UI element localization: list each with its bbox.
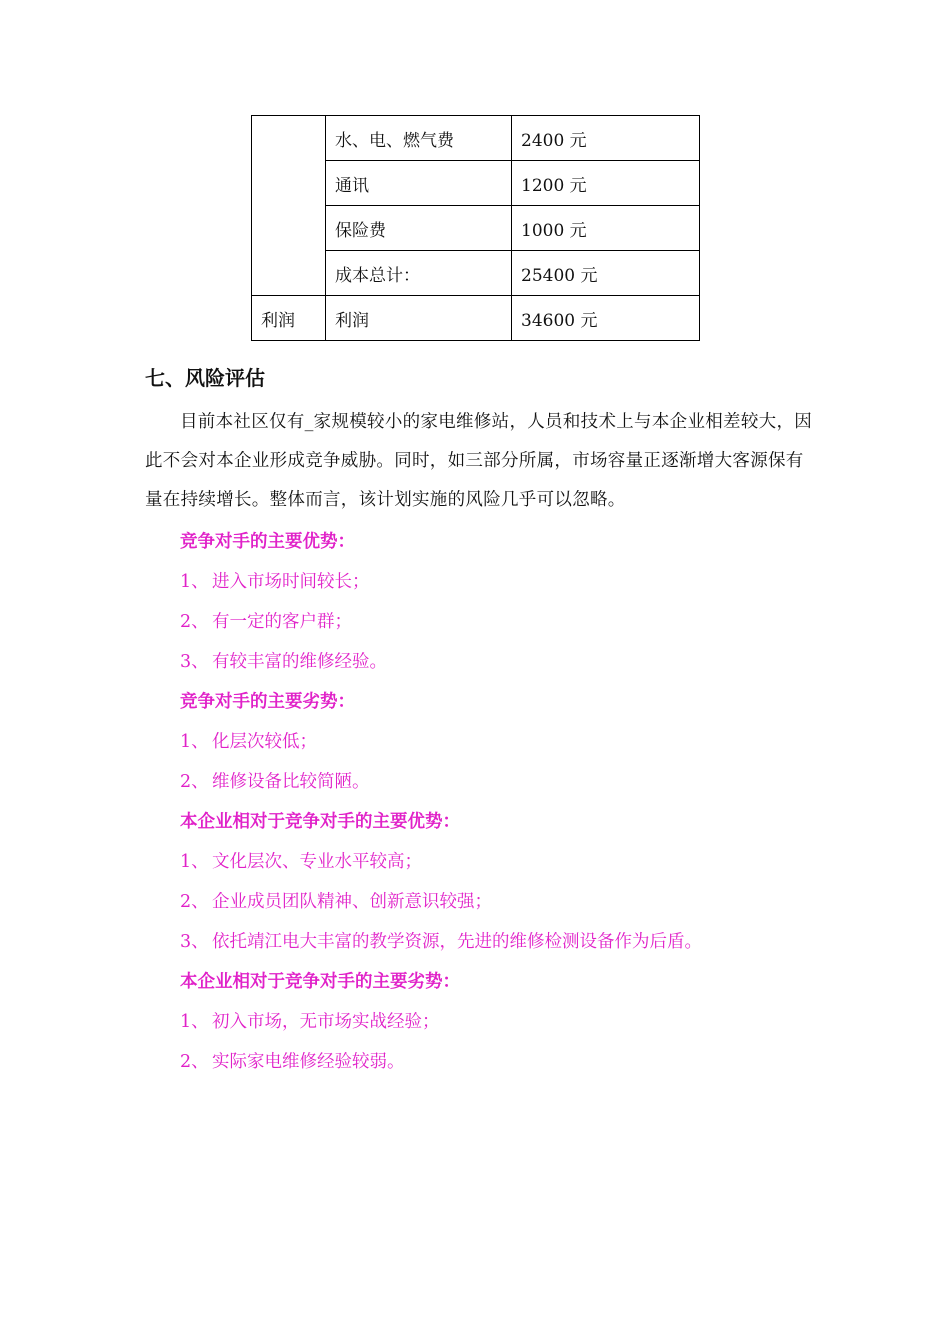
item-cell: 保险费 [326,206,512,251]
category-cell: 利润 [252,296,326,341]
list-number: 1、 [180,852,209,872]
list-text: 依托靖江电大丰富的教学资源，先进的维修检测设备作为后盾。 [212,932,702,952]
list-text: 实际家电维修经验较弱。 [212,1052,405,1072]
list-item [180,850,422,874]
list-item [180,890,492,914]
section-title: 七、风险评估 [145,366,265,390]
amount-cell: 1200 元 [512,161,700,206]
list-item [180,650,387,674]
list-number: 1、 [180,732,209,752]
list-text: 进入市场时间较长； [212,572,370,592]
list-text: 初入市场，无市场实战经验； [212,1012,440,1032]
amount-cell: 34600 元 [512,296,700,341]
table-row [252,116,700,161]
amount-cell: 2400 元 [512,116,700,161]
competitor-weaknesses-heading: 竞争对手的主要劣势： [180,692,355,712]
list-text: 化层次较低； [212,732,317,752]
list-item [180,1050,405,1074]
list-item [180,570,370,594]
category-cell [252,116,326,296]
list-text: 有一定的客户群； [212,612,352,632]
amount-cell: 25400 元 [512,251,700,296]
list-text: 有较丰富的维修经验。 [212,652,387,672]
list-number: 1、 [180,572,209,592]
list-number: 3、 [180,932,209,952]
list-number: 2、 [180,772,209,792]
list-text: 维修设备比较简陋。 [212,772,370,792]
list-text: 企业成员团队精神、创新意识较强； [212,892,492,912]
list-item [180,730,317,754]
item-cell: 水、电、燃气费 [326,116,512,161]
amount-cell: 1000 元 [512,206,700,251]
item-cell: 成本总计： [326,251,512,296]
item-cell: 通讯 [326,161,512,206]
our-weaknesses-heading: 本企业相对于竞争对手的主要劣势： [180,972,460,992]
our-strengths-heading: 本企业相对于竞争对手的主要优势： [180,812,460,832]
competitor-strengths-heading: 竞争对手的主要优势： [180,532,355,552]
list-number: 2、 [180,1052,209,1072]
list-item [180,770,370,794]
item-cell: 利润 [326,296,512,341]
risk-paragraph: 目前本社区仅有_家规模较小的家电维修站，人员和技术上与本企业相差较大，因此不会对本企业形成竞争威胁。同时，如三部分所属，市场容量正逐渐增大客源保有量在持续增长。整体而言，该计划实施的风险几乎可以忽略。 [145,412,813,510]
list-number: 3、 [180,652,209,672]
list-number: 1、 [180,1012,209,1032]
list-item [180,1010,440,1034]
list-item [180,930,702,954]
list-number: 2、 [180,892,209,912]
list-text: 文化层次、专业水平较高； [212,852,422,872]
list-number: 2、 [180,612,209,632]
cost-table [251,115,700,341]
table-row [252,296,700,341]
list-item [180,610,352,634]
